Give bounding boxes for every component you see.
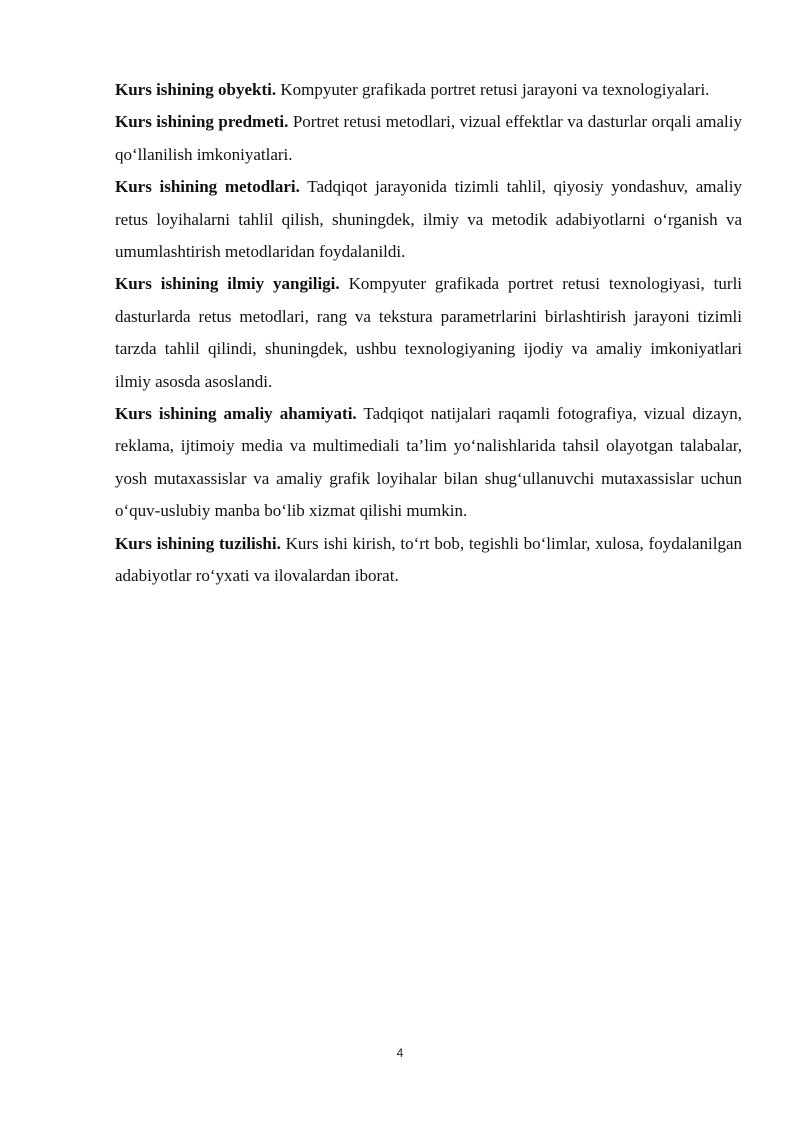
paragraph-predmeti <box>115 106 742 171</box>
paragraph-lead: Kurs ishining predmeti. <box>115 112 289 132</box>
paragraph-text: Kompyuter grafikada portret retusi jarayoni va texnologiyalari. <box>280 80 710 99</box>
paragraph-lead: Kurs ishining obyekti. <box>115 80 277 99</box>
page-number: 4 <box>396 1046 404 1060</box>
paragraph-ilmiy-yangiligi <box>115 268 742 398</box>
paragraph-text: Portret retusi metodlari, vizual effektlar va dasturlar orqali amaliy qo‘llanilish imkoniyatlari. <box>115 112 742 164</box>
paragraph-metodlari <box>115 171 742 268</box>
paragraph-obyekti <box>115 74 742 106</box>
paragraph-lead: Kurs ishining amaliy ahamiyati. <box>115 404 357 424</box>
paragraph-text: Kompyuter grafikada portret retusi texnologiyasi, turli dasturlarda retus metodlari, rang va tekstura parametrlarini birlashtirish jarayoni tizimli tarzda tahlil qilindi, shuningdek, ushbu texnologiyaning ijodiy va amaliy imkoniyatlari ilmiy asosda asoslandi. <box>115 274 743 391</box>
paragraph-amaliy-ahamiyati <box>115 398 742 528</box>
paragraph-lead: Kurs ishining ilmiy yangiligi. <box>115 274 340 294</box>
paragraph-text: Tadqiqot natijalari raqamli fotografiya, vizual dizayn, reklama, ijtimoiy media va multimediali ta’lim yo‘nalishlarida tahsil olayotgan talabalar, yosh mutaxassislar va amaliy grafik loyihalar bilan shug‘ullanuvchi mutaxassislar uchun o‘quv-uslubiy manba bo‘lib xizmat qilishi mumkin. <box>115 404 742 521</box>
paragraph-text: Tadqiqot jarayonida tizimli tahlil, qiyosiy yondashuv, amaliy retus loyihalarni tahlil qilish, shuningdek, ilmiy va metodik adabiyotlarni o‘rganish va umumlashtirish metodlaridan foydalanildi. <box>115 177 742 262</box>
paragraph-text: Kurs ishi kirish, to‘rt bob, tegishli bo‘limlar, xulosa, foydalanilgan adabiyotlar ro‘yxati va ilovalardan iborat. <box>115 533 742 586</box>
document-body <box>115 74 742 593</box>
paragraph-lead: Kurs ishining metodlari. <box>115 177 300 197</box>
paragraph-tuzilishi <box>115 528 742 593</box>
paragraph-lead: Kurs ishining tuzilishi. <box>115 533 281 553</box>
